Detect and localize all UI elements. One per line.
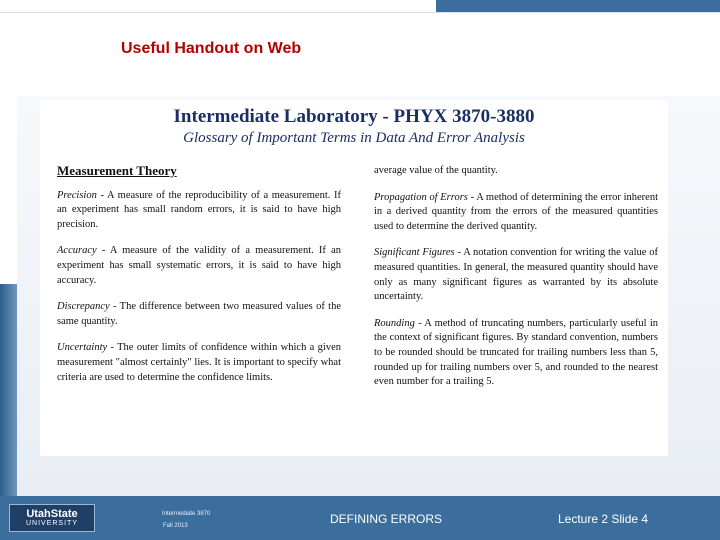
- top-divider: [0, 12, 720, 13]
- term: Discrepancy: [57, 301, 110, 313]
- glossary-entry-precision: [57, 189, 341, 233]
- slide-number: Lecture 2 Slide 4: [558, 512, 649, 526]
- definition: - The outer limits of confidence within which a given measurement "almost certainly" lies. It is important to specify what criteria are used to determine the confidence limits.: [57, 342, 341, 383]
- university-logo: [9, 504, 95, 532]
- logo-wordmark: UtahState: [26, 508, 78, 520]
- term: Accuracy: [57, 245, 97, 257]
- right-column: [374, 164, 658, 402]
- glossary-entry-accuracy: [57, 244, 341, 288]
- term: Uncertainty: [57, 342, 108, 354]
- term: Rounding: [374, 317, 415, 329]
- definition: - A measure of the reproducibility of a measurement. If an experiment has small random errors, it is said to have high precision.: [57, 189, 341, 230]
- left-accent-bar: [0, 284, 17, 496]
- definition: - A measure of the validity of a measurement. If an experiment has small systematic errors, it is said to have high accuracy.: [57, 245, 341, 286]
- glossary-entry-rounding: [374, 317, 658, 390]
- footer-bar: [0, 496, 720, 540]
- left-column: [57, 164, 341, 397]
- course-label: Intermediate 3870: [162, 511, 211, 517]
- term: Propagation of Errors: [374, 191, 468, 203]
- top-accent-band: [436, 0, 720, 12]
- glossary-entry-discrepancy: [57, 300, 341, 329]
- definition: - A method of determining the error inherent in a derived quantity from the errors of the measured quantities used to determine the derived quantity.: [374, 191, 659, 232]
- continuation-text: average value of the quantity.: [374, 165, 498, 176]
- definition: - A method of truncating numbers, particularly useful in the context of significant figures. By standard convention, numbers to be rounded should be truncated for trailing numbers less than 5, rounded up for trailing numbers over 5, and rounded to the nearest even number for a trailing 5.: [374, 317, 658, 388]
- term: Significant Figures: [374, 247, 455, 259]
- glossary-entry-uncertainty: [57, 341, 341, 385]
- glossary-entry-significant-figures: [374, 246, 658, 304]
- definition: - The difference between two measured values of the same quantity.: [57, 301, 341, 327]
- topic-label: DEFINING ERRORS: [330, 512, 443, 526]
- logo-subtitle: UNIVERSITY: [25, 520, 78, 527]
- handout-title: Intermediate Laboratory - PHYX 3870-3880: [173, 106, 535, 127]
- section-heading: Measurement Theory: [57, 163, 177, 178]
- definition: - A notation convention for writing the value of measured quantities. In general, the measured quantity should have only as many significant figures as warranted by its absolute uncertainty.: [374, 247, 658, 303]
- handout-image: [40, 100, 668, 456]
- term: Precision: [57, 189, 97, 201]
- handout-subtitle: Glossary of Important Terms in Data And Error Analysis: [183, 130, 525, 146]
- glossary-entry-propagation: [374, 191, 658, 235]
- slide-title: Useful Handout on Web: [121, 40, 302, 57]
- semester-label: Fall 2013: [163, 523, 188, 529]
